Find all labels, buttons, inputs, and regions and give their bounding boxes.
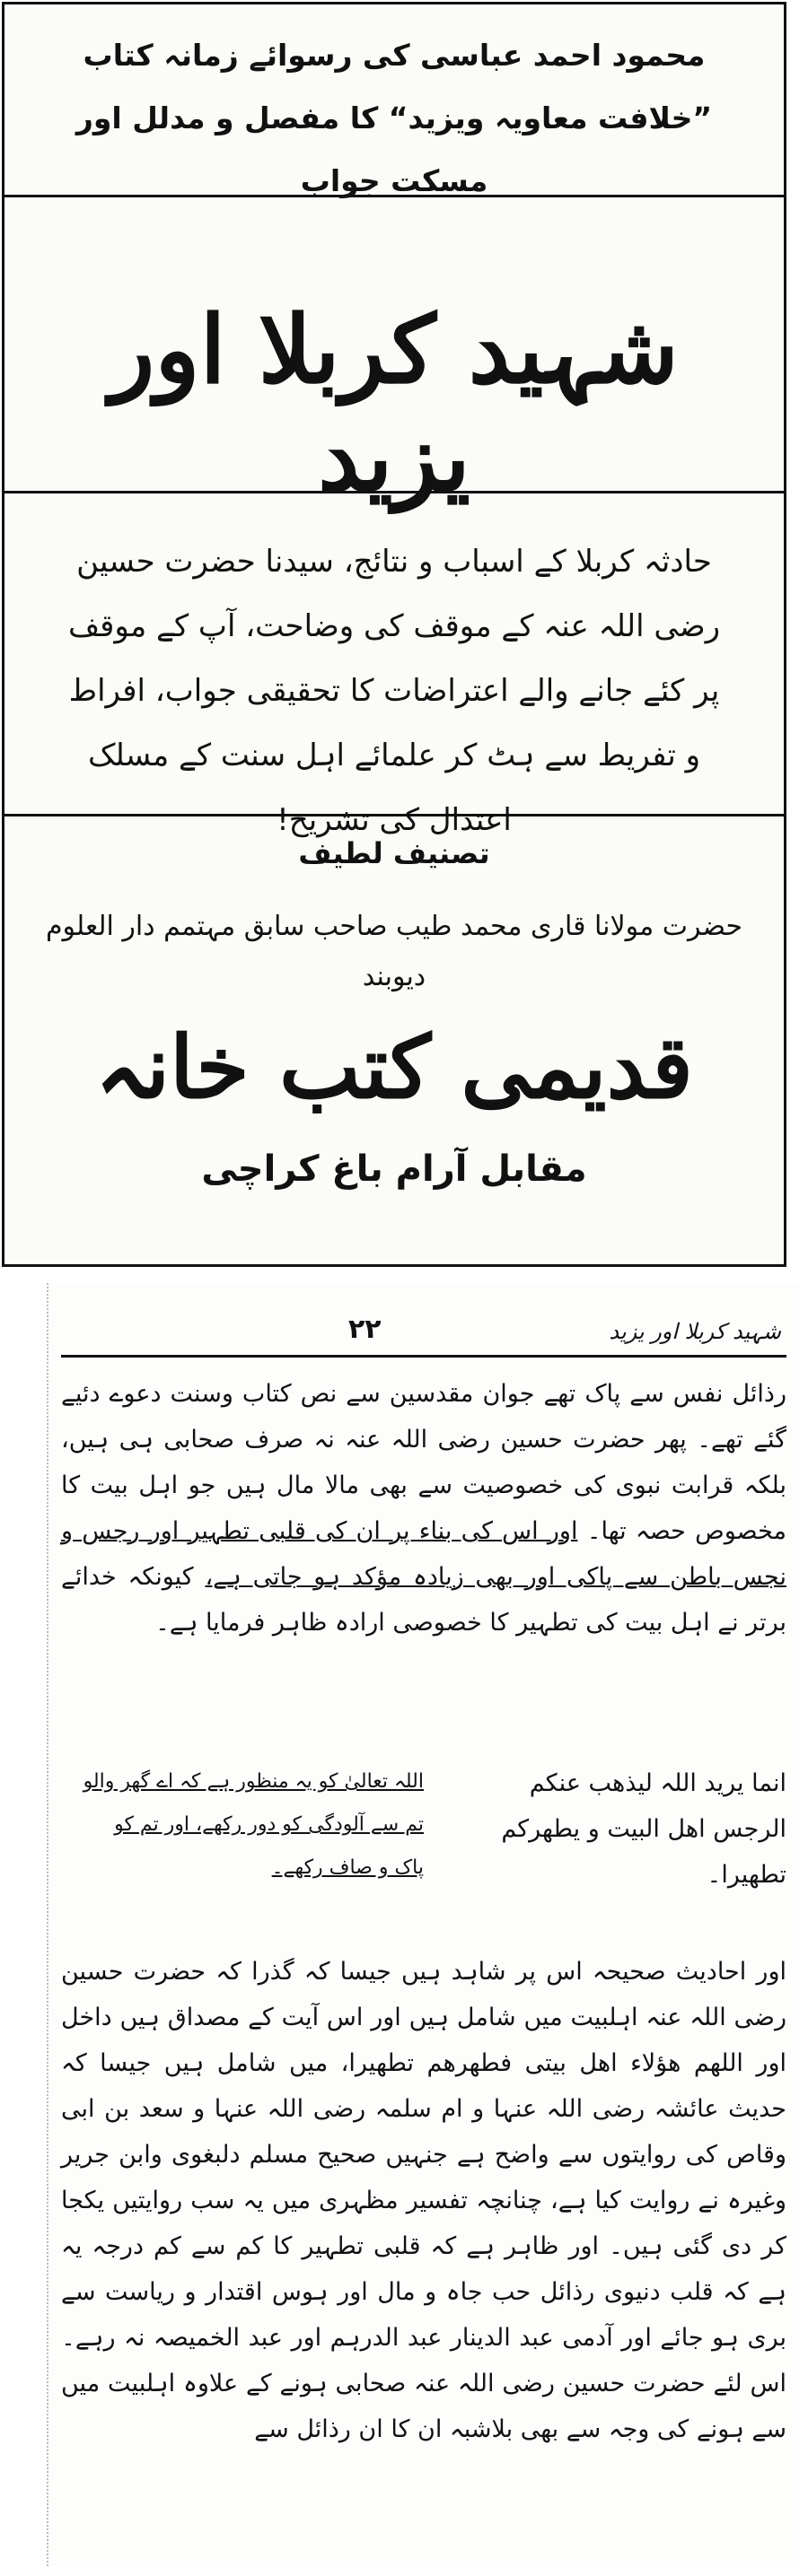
translation-line-3: پاک و صاف رکھے۔ [271,1856,424,1879]
cover-title-section [4,197,784,512]
book-title: شہید کربلا اور یزید [110,294,679,512]
translation-line-2: تم سے آلودگی کو دور رکھے، اور تم کو [114,1813,424,1836]
work-label: تصنیف لطیف [298,836,490,870]
author-name: حضرت مولانا قاری محمد طیب صاحب سابق مہتمم دار العلوم دیوبند [45,911,743,992]
quran-verse: انما یرید اللہ لیذھب عنکم الرجس اھل البیت و یطھرکم تطھیرا۔ [501,1769,786,1889]
book-page [47,1283,799,2566]
paragraph-1-part-a: رذائل نفس سے پاک تھے جوان مقدسین سے نص کتاب وسنت دعوے دئیے گئے تھے۔ پھر حضرت حسین رضی اللہ عنہ نہ صرف صحابی ہی ہیں، بلکہ قرابت نبوی کی خصوصیت سے بھی مالا مال ہیں جو اہل بیت کا مخصوص حصہ تھا۔ [61,1380,786,1545]
cover-credits-section [4,816,784,1264]
verse-translation [65,1760,424,1890]
publisher-address: مقابل آرام باغ کراچی [201,1148,587,1190]
paragraph-2: اور احادیث صحیحہ اس پر شاہد ہیں جیسا کہ گذرا کہ حضرت حسین رضی اللہ عنہ اہلبیت میں شامل ہیں اور اس آیت کے مصداق ہیں داخل اور اللھم ھؤلاء اھل بیتی فطھرھم تطھیرا، میں شامل ہیں جیسا کہ حدیث عائشہ رضی اللہ عنہا و ام سلمہ رضی اللہ عنہا و سعد بن ابی وقاص کی روایتوں سے واضح ہے جنہیں صحیح مسلم دلبغوی وابن جریر وغیرہ نے روایت کیا ہے، چنانچہ تفسیر مظہری میں یہ سب روایتیں یکجا کر دی گئی ہیں۔ اور ظاہر ہے کہ قلبی تطہیر کا کم سے کم درجہ یہ ہے کہ قلب دنیوی رذائل حب جاہ و مال اور ہوس اقتدار و ریاست سے بری ہو جائے اور آدمی عبد الدینار عبد الدرہم اور عبد الخمیصہ نہ رہے۔ اس لئے حضرت حسین رضی اللہ عنہ صحابی ہونے کے علاوہ اہلبیت میں سے ہونے کی وجہ سے بھی بلاشبہ ان کا ان رذائل سے [61,1958,786,2443]
cover-intro-text: محمود احمد عباسی کی رسوائے زمانہ کتاب ”خلافت معاویہ ویزید“ کا مفصل و مدلل اور مسکت جواب [75,38,713,198]
paragraph-1-underlined: اور اس کی بناء پر ان کی قلبی تطہیر اور رجس و نجس باطن سے پاکی اور بھی زیادہ مؤکد ہو جاتی ہے، [61,1517,786,1591]
cover-intro-section [4,4,784,197]
translation-line-1: اللہ تعالیٰ کو یہ منظور ہے کہ اے گھر والو [83,1770,424,1793]
page-number: ۲۲ [348,1314,382,1345]
paragraph-1-part-c: کیونکہ خدائے برتر نے اہل بیت کی تطہیر کا خصوصی ارادہ ظاہر فرمایا ہے۔ [61,1563,786,1637]
publisher-name: قدیمی کتب خانہ [95,1017,693,1118]
page-header [61,1315,786,1358]
book-cover [2,2,786,1267]
running-title: شہید کربلا اور یزید [609,1319,781,1344]
book-description: حادثہ کربلا کے اسباب و نتائج، سیدنا حضرت حسین رضی اللہ عنہ کے موقف کی وضاحت، آپ کے موقف پر کئے جانے والے اعتراضات کا تحقیقی جواب، افراط و تفریط سے ہٹ کر علمائے اہل سنت کے مسلک اعتدال کی تشریح! [67,544,721,838]
cover-description-section [4,493,784,838]
paragraph-1 [61,1371,786,1646]
